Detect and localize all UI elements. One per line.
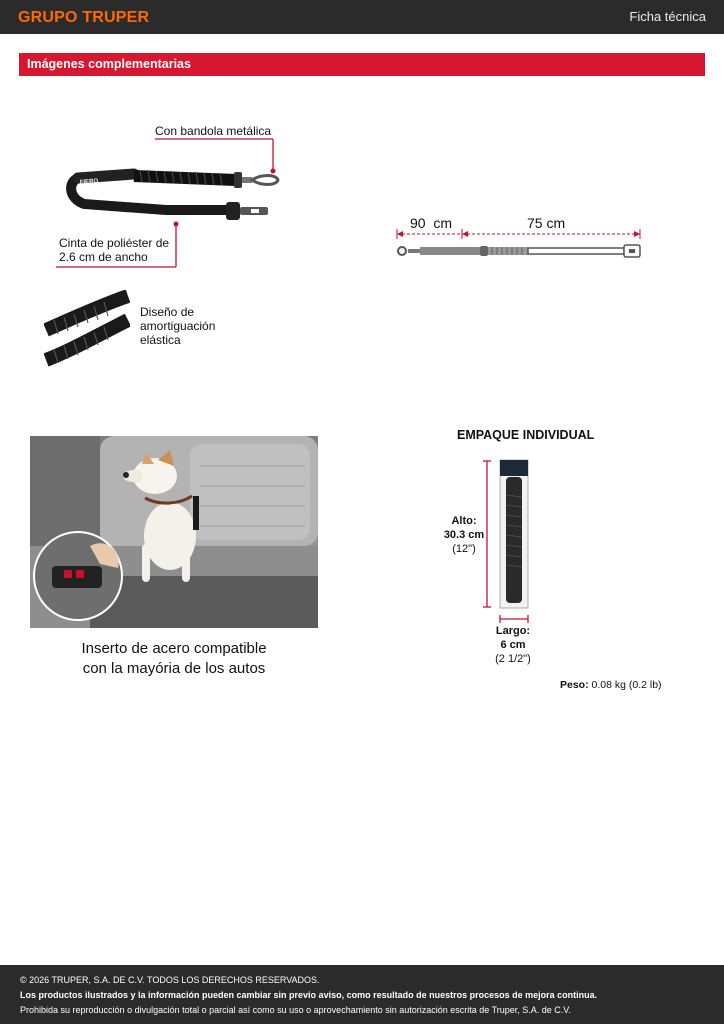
packaging-title: EMPAQUE INDIVIDUAL: [457, 428, 595, 442]
footer-copyright: © 2026 TRUPER, S.A. DE C.V. TODOS LOS DERECHOS RESERVADOS.: [20, 975, 320, 985]
feature-clasp-label: Con bandola metálica: [155, 124, 272, 138]
brand-logo: GRUPO TRUPER: [18, 9, 150, 26]
package-width-cm: 6 cm: [500, 639, 526, 651]
footer-notice: Los productos ilustrados y la información pueden cambiar sin previo aviso, como resultado de nuestros procesos de mejora continua.: [20, 990, 598, 1000]
footer: [0, 965, 724, 1024]
package-height-cm: 30.3 cm: [443, 529, 485, 541]
feature-elastic-label-line3: elástica: [140, 333, 181, 347]
section-title: Imágenes complementarias: [27, 57, 191, 71]
package-width-label: Largo:: [495, 625, 531, 637]
feature-elastic-label-line1: Diseño de: [140, 305, 195, 319]
photo-caption-line2: con la mayória de los autos: [82, 660, 266, 677]
top-bar: [0, 0, 724, 34]
package-width-block: [488, 624, 538, 666]
package-height-label: Alto:: [451, 515, 477, 527]
clasp-leader-line: [155, 136, 280, 176]
package-width-in: (2 1/2"): [495, 653, 531, 665]
document-type: Ficha técnica: [629, 9, 706, 24]
package-weight-label: Peso:: [560, 679, 589, 691]
footer-legal: Prohibida su reproducción o divulgación total o parcial así como su uso o aprovechamiento sin autorización escrita de Truper, S.A. de C.V.: [20, 1005, 571, 1015]
package-height-block: [440, 514, 488, 556]
feature-elastic-label-line2: amortiguación: [140, 319, 216, 333]
dog-in-car-illustration: [30, 436, 318, 628]
elastic-closeup-image: [44, 290, 130, 370]
dog-in-car-photo: [30, 436, 318, 628]
package-height-in: (12"): [452, 543, 476, 555]
package-weight-value: 0.08 kg (0.2 lb): [591, 679, 662, 691]
feature-tape-label-line1: Cinta de poliéster de: [59, 236, 170, 250]
photo-caption: [30, 639, 318, 679]
tape-leader-line: [56, 220, 181, 270]
length-extended-label: 90 cm: [410, 215, 453, 231]
length-diagram: [392, 226, 646, 266]
section-header: [19, 53, 705, 76]
feature-tape-label-line2: 2.6 cm de ancho: [59, 250, 148, 264]
photo-caption-line1: Inserto de acero compatible: [81, 640, 267, 657]
length-retracted-label: 75 cm: [527, 215, 566, 231]
strap-brand-print: FIERO: [79, 178, 99, 186]
package-weight: [560, 679, 662, 691]
package-image: [482, 455, 542, 625]
